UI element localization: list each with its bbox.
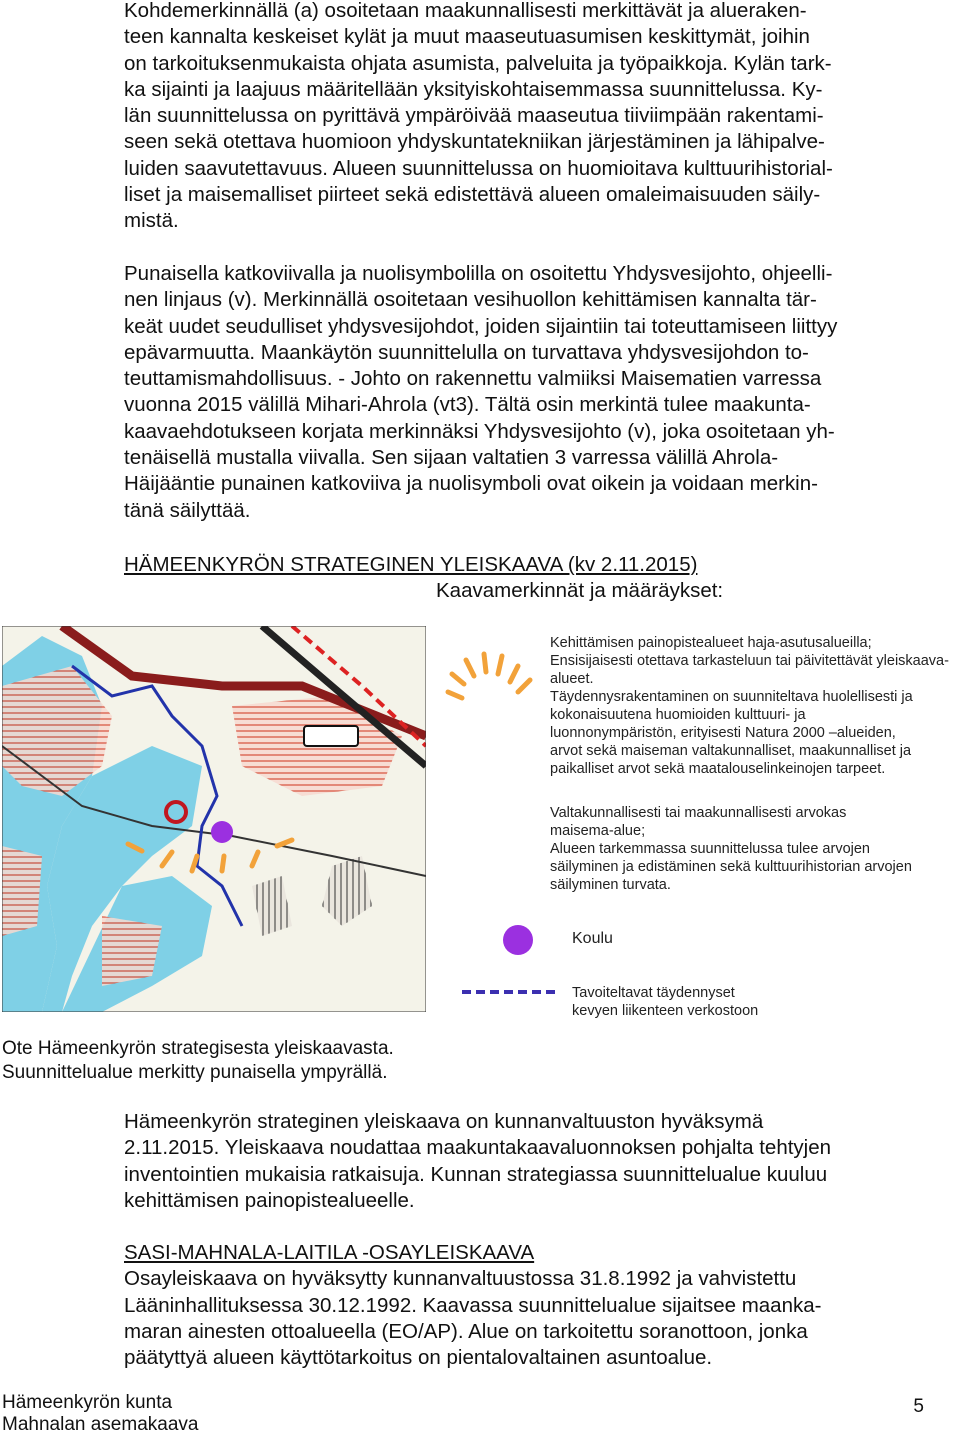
heading-strateginen-yleiskaava: HÄMEENKYRÖN STRATEGINEN YLEISKAAVA (kv 2.11.2015): [124, 553, 698, 576]
text-line: on tarkoituksenmukaista ohjata asumista, palveluita ja työpaikkoja. Kylän tark-: [124, 51, 832, 75]
text-line: Kohdemerkinnällä (a) osoitetaan maakunnallisesti merkittävät ja alueraken-: [124, 0, 807, 22]
text-line: tänä säilyttää.: [124, 498, 251, 522]
text-line: vuonna 2015 välillä Mihari-Ahrola (vt3). Tältä osin merkintä tulee maakunta-: [124, 393, 811, 417]
text-line: nen linjaus (v). Merkinnällä osoitetaan vesihuollon kehittämisen kannalta tär-: [124, 288, 817, 312]
bus-icon: [304, 726, 358, 746]
text-line: teuttamismahdollisuus. - Johto on rakennettu valmiiksi Maisematien varressa: [124, 367, 822, 391]
school-legend-icon: [503, 925, 533, 955]
paragraph-yhdysvesijohto: [124, 261, 924, 524]
text-line: luiden saavutettavuus. Alueen suunnittelussa on huomioitava kulttuurihistorial-: [124, 156, 833, 180]
legend-item-koulu: Koulu: [572, 930, 613, 947]
footer-municipality: Hämeenkyrön kunta: [2, 1392, 173, 1413]
heading-osayleiskaava: SASI-MAHNALA-LAITILA -OSAYLEISKAAVA: [124, 1241, 535, 1264]
footer-plan-name: Mahnalan asemakaava: [2, 1414, 199, 1435]
text-line: ka sijainti ja laajuus määritellään yksityiskohtaisemmassa suunnittelussa. Ky-: [124, 77, 823, 101]
text-line: Lääninhallituksessa 30.12.1992. Kaavassa suunnittelualue sijaitsee maanka-: [124, 1293, 822, 1317]
legend-symbols: [430, 630, 570, 1030]
subheading-kaavamerkinnat: Kaavamerkinnät ja määräykset:: [436, 579, 724, 602]
section-heading-strateginen: [124, 552, 924, 578]
section-osayleiskaava: [124, 1240, 924, 1371]
page-footer: [2, 1392, 198, 1436]
page-number: 5: [913, 1396, 924, 1417]
text-line: mistä.: [124, 209, 179, 233]
legend-item-maisema: Valtakunnallisesti tai maakunnallisesti arvokas maisema-alue; Alueen tarkemmassa suunnittelussa tulee arvojen säilyminen ja edistäminen sekä kulttuurihistorian arvojen säilyminen turvata.: [550, 805, 912, 893]
text-line: seen sekä otettava huomioon yhdyskuntatekniikan järjestäminen ja lähipalve-: [124, 130, 825, 154]
text-line: epävarmuutta. Maankäytön suunnittelulla on turvattava yhdysvesijohdon to-: [124, 340, 809, 364]
text-line: päätyttyä alueen käyttötarkoitus on pientalovaltainen asuntoalue.: [124, 1346, 713, 1370]
sun-legend-icon: [448, 654, 530, 698]
legend-item-kevyt-liikenne: Tavoiteltavat täydennyset kevyen liikenteen verkostoon: [572, 985, 759, 1019]
text-line: inventointien mukaisia ratkaisuja. Kunnan strategiassa suunnittelualue kuuluu: [124, 1162, 828, 1186]
text-line: 2.11.2015. Yleiskaava noudattaa maakuntakaavaluonnoksen pohjalta tehtyjen: [124, 1136, 832, 1160]
text-line: Punaisella katkoviivalla ja nuolisymbolilla on osoitettu Yhdysvesijohto, ohjeelli-: [124, 262, 833, 285]
paragraph-strateginen: [124, 1109, 924, 1214]
text-line: Häijääntie punainen katkoviiva ja nuolisymboli ovat oikein ja voidaan merkin-: [124, 472, 818, 496]
text-line: liset ja maisemalliset piirteet sekä edistettävä alueen omaleimaisuuden säily-: [124, 183, 821, 207]
legend-item-painopiste: Kehittämisen painopistealueet haja-asutusalueilla; Ensisijaisesti otettava tarkasteluun tai päivitettävät yleiskaava- alueet. Täydennysrakentaminen on suunniteltava huolellisesti ja kokonaisuutena huomioiden kulttuuri- ja luonnonympäristön, erityisesti Natura 2000 –alueiden, arvot sekä maiseman valtakunnalliset, maakunnalliset ja paikalliset arvot sekä maatalouselinkeinojen tarpeet.: [550, 635, 949, 777]
text-line: kaavaehdotukseen korjata merkinnäksi Yhdysvesijohto (v), joka osoitetaan yh-: [124, 419, 835, 443]
school-marker: [211, 821, 233, 843]
text-line: keät uudet seudulliset yhdysvesijohdot, joiden sijaintiin tai toteuttamiseen liittyy: [124, 314, 838, 338]
text-line: teen kannalta keskeiset kylät ja muut maaseutuasumisen keskittymät, joihin: [124, 25, 810, 49]
text-line: maran ainesten ottoalueella (EO/AP). Alue on tarkoitettu soranottoon, jonka: [124, 1319, 808, 1343]
text-line: län suunnittelussa on pyrittävä ympäröivää maaseutua tiiviimpään rakentami-: [124, 104, 824, 128]
text-line: kehittämisen painopistealueelle.: [124, 1188, 415, 1212]
paragraph-kohdemerkinta: [124, 0, 924, 235]
text-line: tenäisellä mustalla viivalla. Sen sijaan valtatien 3 varressa välillä Ahrola-: [124, 446, 779, 470]
text-line: Hämeenkyrön strateginen yleiskaava on kunnanvaltuuston hyväksymä: [124, 1110, 764, 1133]
text-line: Osayleiskaava on hyväksytty kunnanvaltuustossa 31.8.1992 ja vahvistettu: [124, 1267, 797, 1291]
yleiskaava-map: [2, 626, 426, 1012]
map-caption: Ote Hämeenkyrön strategisesta yleiskaavasta. Suunnittelualue merkitty punaisella ympyrällä.: [2, 1038, 394, 1083]
